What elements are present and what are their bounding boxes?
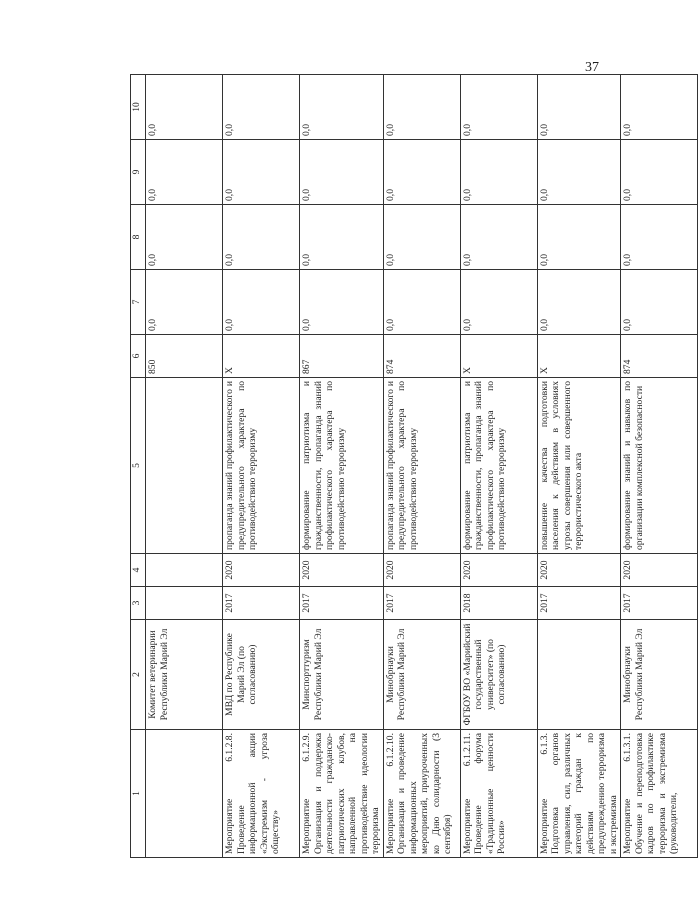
responsible-executor: Минспорттуризм Республики Марий Эл [300, 620, 384, 730]
end-year: 2020 [460, 554, 537, 587]
header-cell: 4 [131, 554, 146, 587]
value-col7: 0,0 [300, 270, 384, 335]
value-col9: 0,0 [621, 140, 698, 205]
value-col8: 0,0 [621, 205, 698, 270]
table-row [621, 75, 698, 858]
start-year: 2018 [460, 587, 537, 620]
measure-name: Мероприятие 6.1.3.1. Обучение и переподготовка кадров по профилактике терроризма и экстремизма (руководители, [621, 730, 698, 858]
measure-name: Мероприятие 6.1.3. Подготовка органов управления, сил, различных категорий граждан к действиям по предупреждению терроризма и экстремизма [537, 730, 621, 858]
value-col7: 0,0 [223, 270, 300, 335]
end-year: 2020 [537, 554, 621, 587]
value-col8: 0,0 [383, 205, 460, 270]
responsible-executor: Минобрнауки Республики Марий Эл [621, 620, 698, 730]
value-col10: 0,0 [383, 75, 460, 140]
expected-result: пропаганда знаний профилактического и предупредительного характера по противодействию терроризму [383, 378, 460, 554]
start-year: 2017 [223, 587, 300, 620]
responsible-executor: ФГБОУ ВО «Марийский государственный университет» (по согласованию) [460, 620, 537, 730]
table-row [223, 75, 300, 858]
value-col8: 0,0 [537, 205, 621, 270]
expected-result [146, 378, 223, 554]
table-row [300, 75, 384, 858]
value-col7: 0,0 [460, 270, 537, 335]
value-col9: 0,0 [300, 140, 384, 205]
measure-name: Мероприятие 6.1.2.9. Организация и поддержка деятельности гражданско-патриотических клубов, направленной на противодействие идеологии терроризма [300, 730, 384, 858]
value-col10: 0,0 [300, 75, 384, 140]
header-cell: 6 [131, 335, 146, 378]
header-cell: 8 [131, 205, 146, 270]
measure-name [146, 730, 223, 858]
value-col9: 0,0 [223, 140, 300, 205]
expected-result: повышение качества подготовки населения к действиям в условиях угрозы совершения или совершенного террористического акта [537, 378, 621, 554]
measure-name: Мероприятие 6.1.2.8. Проведение информационной акции «Экстремизм - угроза обществу» [223, 730, 300, 858]
table-row [537, 75, 621, 858]
table-row [460, 75, 537, 858]
end-year: 2020 [223, 554, 300, 587]
expected-result: пропаганда знаний профилактического и предупредительного характера по противодействию терроризму [223, 378, 300, 554]
page-number: 37 [585, 60, 599, 75]
expected-result: формирование патриотизма и гражданственности, пропаганда знаний профилактического характера по противодействию терроризму [460, 378, 537, 554]
value-col7: 0,0 [383, 270, 460, 335]
start-year: 2017 [383, 587, 460, 620]
end-year: 2020 [621, 554, 698, 587]
value-col7: 0,0 [146, 270, 223, 335]
code-value: 850 [146, 335, 223, 378]
header-cell: 1 [131, 730, 146, 858]
value-col10: 0,0 [223, 75, 300, 140]
value-col10: 0,0 [537, 75, 621, 140]
code-value: 874 [383, 335, 460, 378]
header-cell: 9 [131, 140, 146, 205]
start-year: 2017 [300, 587, 384, 620]
measures-table [130, 74, 698, 858]
code-value: 867 [300, 335, 384, 378]
measure-name: Мероприятие 6.1.2.11. Проведение форума «Традиционные ценности России» [460, 730, 537, 858]
end-year [146, 554, 223, 587]
value-col8: 0,0 [223, 205, 300, 270]
responsible-executor: Комитет ветеринарии Республики Марий Эл [146, 620, 223, 730]
expected-result: формирование знаний и навыков по организации комплексной безопасности [621, 378, 698, 554]
code-value: 874 [621, 335, 698, 378]
value-col8: 0,0 [146, 205, 223, 270]
expected-result: формирование патриотизма и гражданственности, пропаганда знаний профилактического характера по противодействию терроризму [300, 378, 384, 554]
start-year [146, 587, 223, 620]
responsible-executor: МВД по Республике Марий Эл (по согласованию) [223, 620, 300, 730]
value-col7: 0,0 [537, 270, 621, 335]
value-col10: 0,0 [460, 75, 537, 140]
value-col10: 0,0 [146, 75, 223, 140]
code-value: X [223, 335, 300, 378]
value-col10: 0,0 [621, 75, 698, 140]
value-col9: 0,0 [383, 140, 460, 205]
start-year: 2017 [537, 587, 621, 620]
header-cell: 2 [131, 620, 146, 730]
header-cell: 5 [131, 378, 146, 554]
value-col9: 0,0 [537, 140, 621, 205]
measure-name: Мероприятие 6.1.2.10. Организация и проведение информационных мероприятий, приуроченных ко Дню солидарности (3 сентября) [383, 730, 460, 858]
responsible-executor: Минобрнауки Республики Марий Эл [383, 620, 460, 730]
header-cell: 10 [131, 75, 146, 140]
responsible-executor [537, 620, 621, 730]
value-col9: 0,0 [146, 140, 223, 205]
start-year: 2017 [621, 587, 698, 620]
value-col7: 0,0 [621, 270, 698, 335]
code-value: X [537, 335, 621, 378]
value-col8: 0,0 [300, 205, 384, 270]
value-col8: 0,0 [460, 205, 537, 270]
table-row [146, 75, 223, 858]
end-year: 2020 [383, 554, 460, 587]
code-value: X [460, 335, 537, 378]
end-year: 2020 [300, 554, 384, 587]
header-cell: 7 [131, 270, 146, 335]
rotated-table-wrapper [130, 75, 679, 858]
header-row [131, 75, 146, 858]
value-col9: 0,0 [460, 140, 537, 205]
table-row [383, 75, 460, 858]
header-cell: 3 [131, 587, 146, 620]
